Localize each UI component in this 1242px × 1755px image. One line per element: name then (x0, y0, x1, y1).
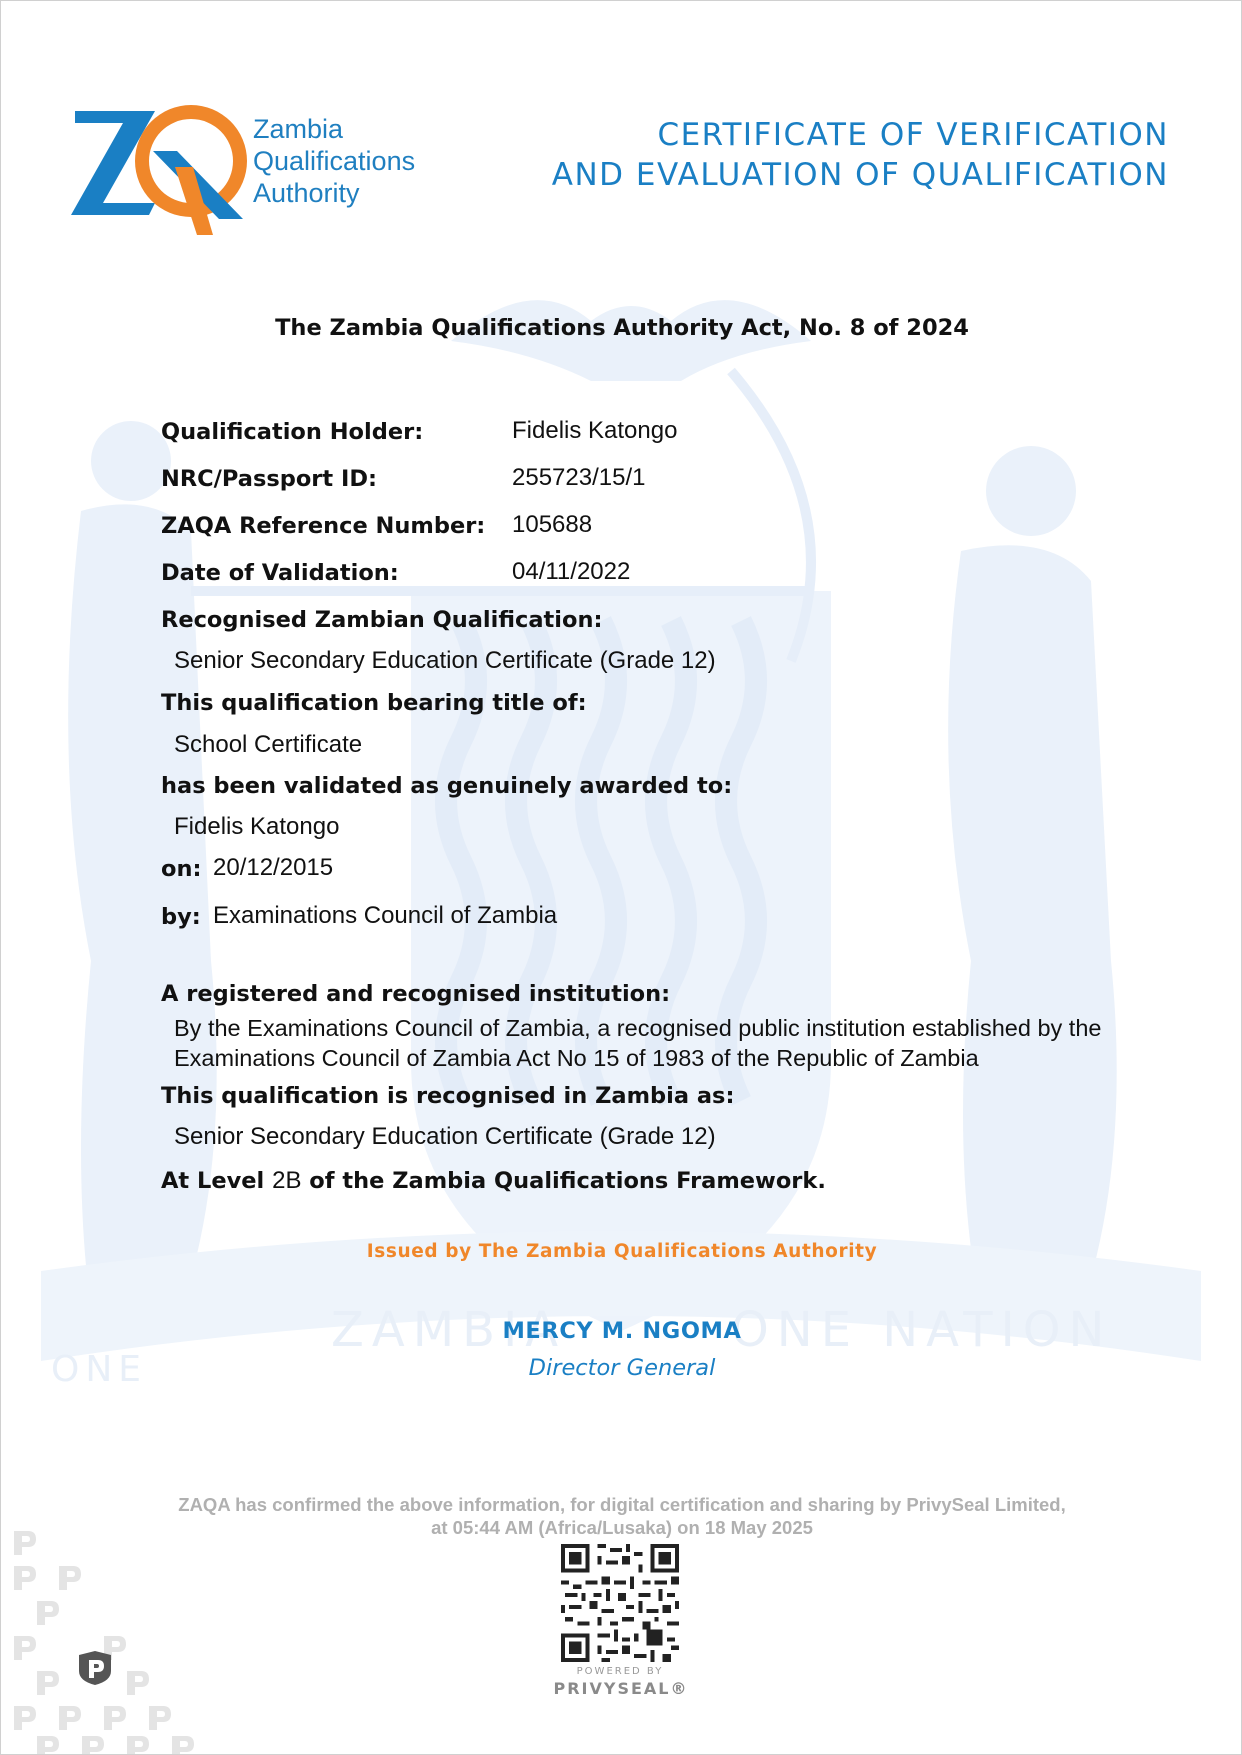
recognised-qualification-value: Senior Secondary Education Certificate (Grade 12) (174, 647, 716, 674)
svg-text:ONE NATION: ONE NATION (731, 1302, 1113, 1358)
powered-by-label: POWERED BY (576, 1666, 664, 1677)
award-date-value: 20/12/2015 (213, 854, 334, 881)
awarded-by-value: Examinations Council of Zambia (213, 902, 558, 929)
confirmation-line-1: ZAQA has confirmed the above information, for digital certification and sharing by PrivySeal Limited, (178, 1494, 1066, 1515)
award-date-label: on: (161, 856, 202, 882)
qualification-title-label: This qualification bearing title of: (161, 690, 587, 716)
institution-description: By the Examinations Council of Zambia, a recognised public institution established by the Examinations Council of Zambia Act No 15 of 1983 of the Republic of Zambia (174, 1015, 1102, 1071)
zaqa-logo-text (253, 113, 415, 209)
privyseal-pattern-icon (9, 1521, 239, 1755)
qr-code-icon[interactable] (561, 1544, 679, 1662)
awarded-to-value: Fidelis Katongo (174, 813, 340, 840)
logo-line-1: Zambia (253, 114, 344, 144)
signatory-role: Director General (528, 1355, 716, 1381)
validation-date-label: Date of Validation: (161, 560, 399, 586)
reference-label: ZAQA Reference Number: (161, 513, 486, 539)
svg-text:ONE: ONE (51, 1349, 148, 1390)
level-prefix: At Level (161, 1168, 265, 1194)
confirmation-line-2: at 05:44 AM (Africa/Lusaka) on 18 May 2025 (431, 1517, 813, 1538)
certificate-title (552, 115, 1169, 195)
level-suffix: of the Zambia Qualifications Framework. (309, 1168, 826, 1194)
awarded-by-label: by: (161, 904, 201, 930)
recognised-qualification-label: Recognised Zambian Qualification: (161, 607, 603, 633)
qualification-title-value: School Certificate (174, 731, 363, 758)
logo-line-2: Qualifications (253, 146, 416, 176)
holder-value: Fidelis Katongo (512, 417, 678, 444)
reference-value: 105688 (512, 511, 593, 538)
awarded-to-label: has been validated as genuinely awarded to: (161, 773, 733, 799)
level-value: 2B (272, 1167, 302, 1194)
svg-text:ZAMBIA: ZAMBIA (331, 1302, 567, 1358)
validation-date-value: 04/11/2022 (512, 558, 631, 585)
privyseal-brand: PRIVYSEAL® (553, 1679, 689, 1698)
issued-by: Issued by The Zambia Qualifications Authority (366, 1241, 878, 1262)
coat-of-arms-watermark (31, 261, 1211, 1491)
act-title: The Zambia Qualifications Authority Act, No. 8 of 2024 (275, 315, 969, 341)
certificate-title-line-1: CERTIFICATE OF VERIFICATION (657, 117, 1169, 153)
id-label: NRC/Passport ID: (161, 466, 378, 492)
signatory-name: MERCY M. NGOMA (502, 1318, 742, 1344)
institution-label: A registered and recognised institution: (161, 981, 671, 1007)
certificate-title-line-2: AND EVALUATION OF QUALIFICATION (551, 157, 1169, 193)
holder-label: Qualification Holder: (161, 419, 424, 445)
id-value: 255723/15/1 (512, 464, 646, 491)
recognition-label: This qualification is recognised in Zambia as: (161, 1083, 735, 1109)
recognition-value: Senior Secondary Education Certificate (Grade 12) (174, 1123, 716, 1150)
logo-line-3: Authority (253, 178, 360, 208)
framework-level-line (161, 1167, 826, 1195)
